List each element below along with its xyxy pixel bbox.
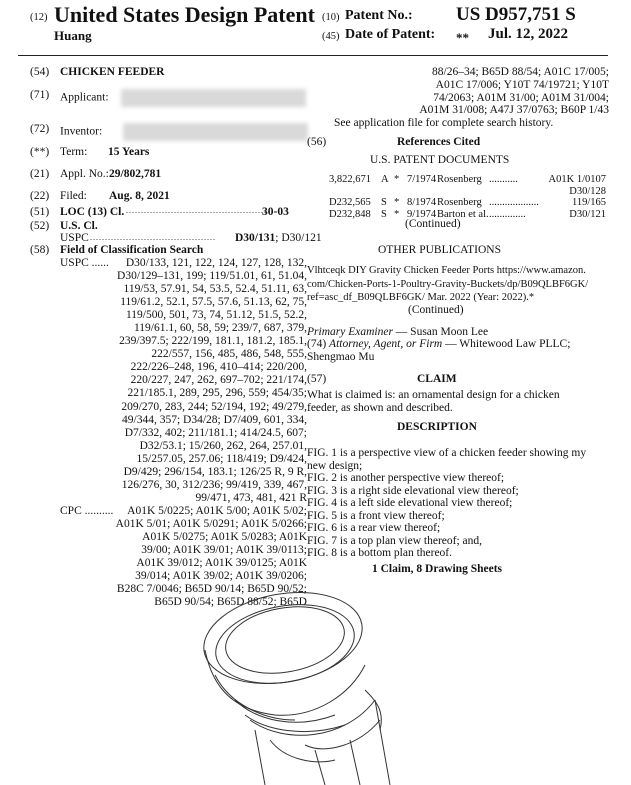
term-label: Term: (60, 146, 88, 158)
publication-line: ref=asc_df_B09QLBF6GK/ Mar. 2022 (Year: 2022).* (307, 292, 535, 303)
us-doc-name: Rosenberg (437, 197, 482, 208)
cpc-line: A01K 5/01; A01K 5/0291; A01K 5/0266; (115, 518, 307, 531)
search-history-note: See application file for complete search history. (334, 117, 554, 129)
claim-text (307, 389, 560, 414)
publication-line: com/Chicken-Ports-1-Poultry-Gravity-Buckets/dp/B09QLBF6GK/ (307, 278, 589, 290)
filed-date: Aug. 8, 2021 (109, 190, 170, 202)
description-line: FIG. 5 is a front view thereof; (307, 509, 445, 522)
us-doc-num: D232,848 (329, 208, 371, 220)
uspc-line: 119/500, 501, 73, 74, 51.12, 51.5, 52.2, (125, 309, 307, 322)
uscl-value-bold: D30/131 (235, 232, 276, 244)
us-doc-dots: .............. (489, 208, 526, 220)
applicant-code: (71) (30, 89, 50, 101)
description-line: FIG. 8 is a bottom plan thereof. (307, 547, 453, 559)
claim-heading: CLAIM (417, 373, 457, 385)
attorney (307, 338, 570, 350)
us-doc-date: 9/1974 (407, 208, 437, 220)
description-line: FIG. 7 is a top plan view thereof; and, (307, 534, 483, 547)
loc-label: LOC (13) Cl. (60, 206, 125, 218)
uscl-dots: .......................................... (90, 233, 216, 242)
examiner-label: Primary Examiner (307, 326, 393, 338)
other-publications-list (307, 264, 588, 305)
us-doc-name: Barton et al. (437, 208, 489, 220)
title-code: (54) (30, 66, 50, 78)
date-label: Date of Patent: (345, 27, 436, 42)
inventor-code: (72) (30, 123, 50, 135)
claim-line: feeder, as shown and described. (307, 401, 453, 414)
appl-code: (21) (30, 168, 50, 180)
field-label: Field of Classification Search (60, 244, 204, 256)
us-docs-table (329, 174, 606, 220)
loc-dots: ............................................... (126, 206, 267, 215)
uspc-line: 119/61.2, 52.1, 57.5, 57.6, 51.13, 62, 75, (120, 296, 307, 309)
description-heading: DESCRIPTION (397, 421, 477, 433)
filed-code: (22) (30, 190, 50, 202)
uspc-line: 119/61.1, 60, 58, 59; 239/7, 687, 379, (133, 322, 307, 335)
applicant-row (60, 89, 306, 107)
uscl-label: U.S. Cl. (60, 220, 98, 232)
references-heading: References Cited (397, 136, 481, 148)
chicken-feeder-drawing (175, 580, 455, 785)
uspc-line: D30/129–131, 199; 119/51.01, 61, 51.04, (117, 270, 307, 283)
us-docs-heading: U.S. PATENT DOCUMENTS (370, 154, 510, 166)
cpc-line: A01K 5/0225; A01K 5/00; A01K 5/02; (127, 505, 307, 517)
us-doc-star: * (394, 208, 400, 220)
uspc-line: 209/270, 283, 244; 52/194, 192; 49/279, (121, 400, 307, 413)
cpc-line: B28C 7/0046; B65D 90/14; B65D 90/52; (116, 583, 307, 596)
description-line: new design; (307, 459, 363, 472)
attorney-code: (74) (307, 338, 327, 350)
uspc-line: 222/226–248, 196, 410–414; 220/200, (130, 361, 307, 374)
uspc-line: D7/332, 402; 211/181.1; 414/24.5, 607; (124, 426, 307, 439)
us-doc-kind: A (381, 174, 389, 185)
appl-label: Appl. No.: (60, 168, 109, 180)
us-doc-kind: S (381, 197, 387, 208)
description-line: FIG. 1 is a perspective view of a chicken feeder showing my (307, 447, 587, 459)
date-flag: ** (456, 30, 469, 45)
us-doc-date: 8/1974 (407, 197, 437, 208)
primary-examiner (307, 326, 488, 338)
continued-label: (Continued) (405, 218, 461, 230)
us-doc-class: D30/121 (569, 208, 606, 220)
uspc-line: 49/344, 357; D34/28; D7/409, 601, 334, (122, 413, 307, 426)
uscl-uspc-label: USPC (60, 232, 89, 244)
us-doc-star: * (394, 174, 400, 185)
uspc-line: 119/53, 57.91, 54, 53.5, 52.4, 51.11, 63, (123, 283, 307, 296)
patent-number-label: Patent No.: (345, 8, 413, 23)
loc-code: (51) (30, 206, 50, 218)
inventor-surname: Huang (54, 28, 92, 43)
loc-value: 30-03 (262, 206, 289, 218)
us-doc-name: Rosenberg (437, 174, 482, 185)
us-doc-row (329, 197, 606, 209)
cpc-line: A01K 5/0275; A01K 5/0283; A01K (142, 531, 307, 544)
us-doc-dots: ........... (489, 174, 518, 185)
uspc-line: 239/397.5; 222/199, 181.1, 181.2, 185.1, (119, 335, 307, 348)
us-doc-kind: S (381, 208, 387, 220)
uspc-line: 15/257.05, 257.06; 118/419; D9/424, (136, 452, 307, 465)
cpc-line: 39/00; A01K 39/01; A01K 39/0113; (141, 544, 307, 557)
invention-title: CHICKEN FEEDER (60, 66, 165, 78)
uspc-line: D9/429; 296/154, 183.1; 126/25 R, 9 R, (123, 465, 307, 478)
uspc-line: D32/53.1; 15/260, 262, 264, 257.01, (139, 439, 307, 452)
date-code: (45) (322, 31, 340, 42)
us-doc-row (329, 174, 606, 197)
us-doc-class: 119/165 (571, 197, 606, 208)
description-line: FIG. 3 is a right side elevational view thereof; (307, 484, 519, 497)
cpc-line: A01K 39/012; A01K 39/0125; A01K (136, 557, 307, 570)
term-code: (**) (30, 146, 50, 158)
uscl-value-rest: ; D30/121 (275, 232, 322, 244)
claims-sheets: 1 Claim, 8 Drawing Sheets (372, 563, 503, 575)
filed-label: Filed: (60, 190, 87, 202)
uscl-code: (52) (30, 220, 50, 232)
uspc-line: D30/133, 121, 122, 124, 127, 128, 132, (125, 257, 307, 269)
patent-type-title: United States Design Patent (54, 2, 315, 27)
publication-line: Vlhtceqk DIY Gravity Chicken Feeder Ports https://www.amazon. (307, 265, 586, 276)
us-doc-date: 7/1974 (407, 174, 437, 185)
description-line: FIG. 2 is another perspective view thereof; (307, 472, 505, 484)
field-cpc-prefix: CPC .......... (60, 505, 114, 517)
uspc-line: 222/557, 156, 485, 486, 548, 555, (151, 348, 307, 361)
uspc-line: 126/276, 30, 312/236; 99/419, 339, 467, (121, 478, 307, 491)
attorney-name: — Whitewood Law PLLC; (445, 338, 571, 350)
refs-code: (56) (307, 136, 327, 148)
cpc-continued-list (419, 66, 609, 117)
inventor-label: Inventor: (60, 125, 103, 138)
applicant-label: Applicant: (60, 91, 109, 104)
inventor-row (60, 123, 308, 141)
claim-line: What is claimed is: an ornamental design for a chicken (307, 389, 560, 401)
patent-number-code: (10) (322, 12, 340, 23)
cpc-continued-line: 74/2063; A01M 31/00; A01M 31/004; (433, 91, 609, 104)
description-list (307, 447, 586, 560)
applicant-redacted (121, 89, 306, 107)
uspc-line: 220/227, 247, 262, 697–702; 221/174, (130, 374, 307, 387)
patent-number: US D957,751 S (456, 4, 576, 25)
us-doc-row (329, 209, 606, 221)
field-code: (58) (30, 244, 50, 256)
header-divider (18, 55, 608, 56)
application-number: 29/802,781 (109, 168, 162, 180)
cpc-line: 39/014; A01K 39/02; A01K 39/0206; (135, 570, 307, 583)
us-doc-num: D232,565 (329, 197, 371, 208)
description-line: FIG. 6 is a rear view thereof; (307, 522, 441, 534)
cpc-continued-line: A01M 31/008; A47J 37/0763; B60P 1/43 (419, 104, 609, 117)
cpc-continued-line: 88/26–34; B65D 88/54; A01C 17/005; (432, 66, 609, 78)
attorney-line2: Shengmao Mu (307, 351, 375, 363)
continued-label-2: (Continued) (408, 304, 464, 316)
claim-code: (57) (307, 373, 327, 385)
us-doc-dots: ................... (489, 197, 539, 208)
date-of-patent: Jul. 12, 2022 (488, 26, 569, 42)
us-doc-class-2: D30/128 (569, 185, 606, 197)
kind-code: (12) (30, 12, 48, 23)
description-line: FIG. 4 is a left side elevational view thereof; (307, 497, 513, 509)
term-value: 15 Years (108, 146, 150, 158)
field-uspc-list (117, 257, 307, 505)
cpc-line: B65D 90/54; B65D 88/52; B65D (154, 596, 307, 609)
us-doc-star: * (394, 197, 400, 208)
uspc-line: 99/471, 473, 481, 421 R (195, 491, 307, 504)
us-doc-num: 3,822,671 (329, 174, 371, 185)
field-uspc-prefix: USPC ...... (60, 257, 109, 269)
uscl-value (235, 232, 322, 244)
uspc-line: 221/185.1, 289, 295, 296, 559; 454/35; (127, 387, 307, 400)
cpc-continued-line: A01C 17/006; Y10T 74/19721; Y10T (435, 78, 609, 91)
examiner-name: — Susan Moon Lee (395, 326, 489, 338)
inventor-redacted (123, 123, 308, 141)
us-doc-class: A01K 1/0107 (548, 174, 606, 185)
attorney-label: Attorney, Agent, or Firm (329, 338, 443, 350)
other-publications-heading: OTHER PUBLICATIONS (378, 244, 501, 256)
